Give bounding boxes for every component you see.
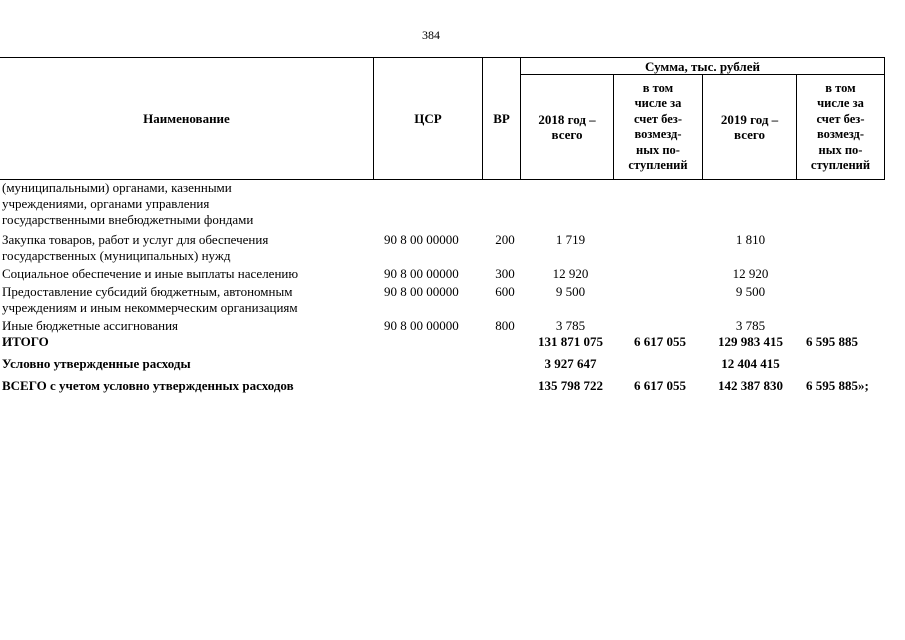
row-csr: 90 8 00 00000 xyxy=(384,232,459,247)
grand-total-2018-including: 6 617 055 xyxy=(634,378,686,393)
row-2018: 1 719 xyxy=(555,232,586,247)
itogo-label: ИТОГО xyxy=(2,334,49,349)
grand-total-2018: 135 798 722 xyxy=(538,378,603,393)
row-2019: 3 785 xyxy=(735,318,766,333)
header-vr: ВР xyxy=(493,111,510,126)
header-2019-total: 2019 год – всего xyxy=(720,112,779,142)
header-2018-including: в том числе за счет без- возмезд- ных по- ступлений xyxy=(628,80,688,172)
row-2018: 3 785 xyxy=(555,318,586,333)
header-csr: ЦСР xyxy=(414,111,442,126)
page-number: 384 xyxy=(422,28,440,42)
row-name: Закупка товаров, работ и услуг для обеспечения государственных (муниципальных) нужд xyxy=(2,232,269,263)
row-name: Социальное обеспечение и иные выплаты населению xyxy=(2,266,299,281)
grand-total-row xyxy=(0,378,905,396)
row-2019: 1 810 xyxy=(735,232,766,247)
table-row xyxy=(0,180,905,228)
row-csr: 90 8 00 00000 xyxy=(384,318,459,333)
conditional-2019: 12 404 415 xyxy=(721,356,780,371)
row-csr: 90 8 00 00000 xyxy=(384,266,459,281)
header-2018-total: 2018 год – всего xyxy=(538,112,596,142)
conditional-2018: 3 927 647 xyxy=(544,356,597,371)
row-2018: 9 500 xyxy=(555,284,586,299)
row-name: Предоставление субсидий бюджетным, автономным учреждениям и иным некоммерческим организациям xyxy=(2,284,298,315)
table-header xyxy=(0,57,885,180)
itogo-2019: 129 983 415 xyxy=(718,334,783,349)
grand-total-2019-including: 6 595 885»; xyxy=(806,378,869,393)
table-row xyxy=(0,232,905,264)
itogo-row xyxy=(0,334,905,352)
header-sum-group: Сумма, тыс. рублей xyxy=(645,58,760,74)
header-name: Наименование xyxy=(143,111,230,126)
row-name: (муниципальными) органами, казенными учреждениями, органами управления государственными внебюджетными фондами xyxy=(2,180,254,227)
table-row xyxy=(0,266,905,282)
row-vr: 800 xyxy=(495,318,515,333)
itogo-2018-including: 6 617 055 xyxy=(634,334,686,349)
conditional-row xyxy=(0,356,905,374)
row-csr: 90 8 00 00000 xyxy=(384,284,459,299)
itogo-2019-including: 6 595 885 xyxy=(806,334,858,349)
row-name: Иные бюджетные ассигнования xyxy=(2,318,179,333)
col-divider xyxy=(884,58,885,179)
row-vr: 200 xyxy=(495,232,515,247)
row-vr: 600 xyxy=(495,284,515,299)
row-vr: 300 xyxy=(495,266,515,281)
header-2019-including: в том числе за счет без- возмезд- ных по- ступлений xyxy=(810,80,871,172)
row-2018: 12 920 xyxy=(552,266,589,281)
table-row xyxy=(0,284,905,316)
row-2019: 12 920 xyxy=(732,266,769,281)
grand-total-label: ВСЕГО с учетом условно утвержденных расходов xyxy=(2,378,294,393)
row-2019: 9 500 xyxy=(735,284,766,299)
grand-total-2019: 142 387 830 xyxy=(718,378,783,393)
conditional-label: Условно утвержденные расходы xyxy=(2,356,191,371)
table-row xyxy=(0,318,905,334)
itogo-2018: 131 871 075 xyxy=(538,334,603,349)
